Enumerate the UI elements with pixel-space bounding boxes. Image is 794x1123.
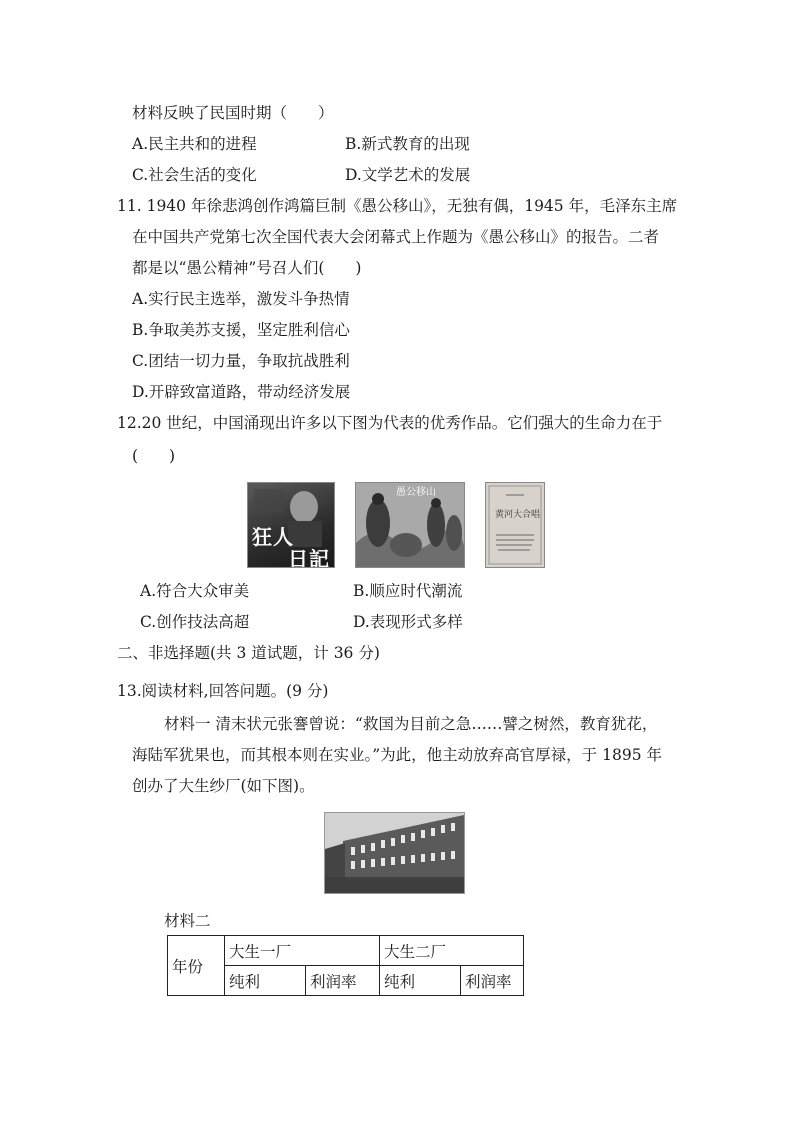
q12-line-1: 12.20 世纪，中国涌现出许多以下图为代表的优秀作品。它们强大的生命力在于 [117, 414, 663, 432]
profit-table [167, 935, 524, 996]
q13-material2-label: 材料二 [164, 912, 211, 930]
score-title: 黄河大合唱 [495, 510, 541, 520]
q12-option-a: A.符合大众审美 [140, 582, 250, 600]
q10-option-a: A.民主共和的进程 [132, 135, 257, 153]
table-header-factory-2: 大生二厂 [380, 936, 524, 966]
table-header-profit-rate-1: 利润率 [306, 966, 380, 996]
q11-option-a: A.实行民主选举，激发斗争热情 [132, 290, 350, 308]
book-cover-title-2: 日記 [288, 547, 330, 568]
q13-material1-line-1: 材料一 清末状元张謇曾说：“救国为目前之急……譬之树然，教育犹花， [164, 715, 658, 733]
book-cover-title-1: 狂人 [252, 525, 294, 549]
table-header-factory-1: 大生一厂 [225, 936, 380, 966]
painting-image [355, 482, 465, 568]
q13-stem: 13.阅读材料,回答问题。(9 分) [117, 682, 329, 700]
q12-option-c: C.创作技法高超 [140, 613, 250, 631]
q13-material1-line-2: 海陆军犹果也，而其根本则在实业。”为此，他主动放弃高官厚禄，于 1895 年 [132, 746, 662, 764]
table-header-profit-rate-2: 利润率 [461, 966, 524, 996]
q11-option-d: D.开辟致富道路，带动经济发展 [132, 383, 351, 401]
q11-line-1: 11. 1940 年徐悲鸿创作鸿篇巨制《愚公移山》，无独有偶，1945 年，毛泽东主席 [117, 197, 678, 215]
q13-material1-line-3: 创办了大生纱厂(如下图)。 [132, 777, 315, 795]
q10-option-b: B.新式教育的出现 [345, 135, 470, 153]
q10-option-d: D.文学艺术的发展 [345, 166, 471, 184]
q12-line-2: ( ) [132, 447, 176, 465]
q11-option-b: B.争取美苏支援，坚定胜利信心 [132, 321, 350, 339]
section-heading: 二、非选择题(共 3 道试题，计 36 分) [117, 644, 380, 662]
factory-photo [324, 812, 465, 894]
table-header-year: 年份 [168, 936, 225, 996]
q11-line-3: 都是以“愚公精神”号召人们( ) [132, 259, 362, 277]
q10-option-c: C.社会生活的变化 [132, 166, 257, 184]
q12-option-b: B.顺应时代潮流 [353, 582, 463, 600]
book-cover-image [247, 482, 335, 568]
score-booklet-image [485, 482, 545, 568]
table-header-net-profit-1: 纯利 [225, 966, 306, 996]
q11-line-2: 在中国共产党第七次全国代表大会闭幕式上作题为《愚公移山》的报告。二者 [132, 228, 660, 246]
table-header-net-profit-2: 纯利 [380, 966, 461, 996]
q11-option-c: C.团结一切力量，争取抗战胜利 [132, 352, 350, 370]
painting-caption: 愚公移山 [396, 487, 436, 498]
q10-stem: 材料反映了民国时期（ ） [132, 104, 334, 122]
q12-option-d: D.表现形式多样 [353, 613, 463, 631]
